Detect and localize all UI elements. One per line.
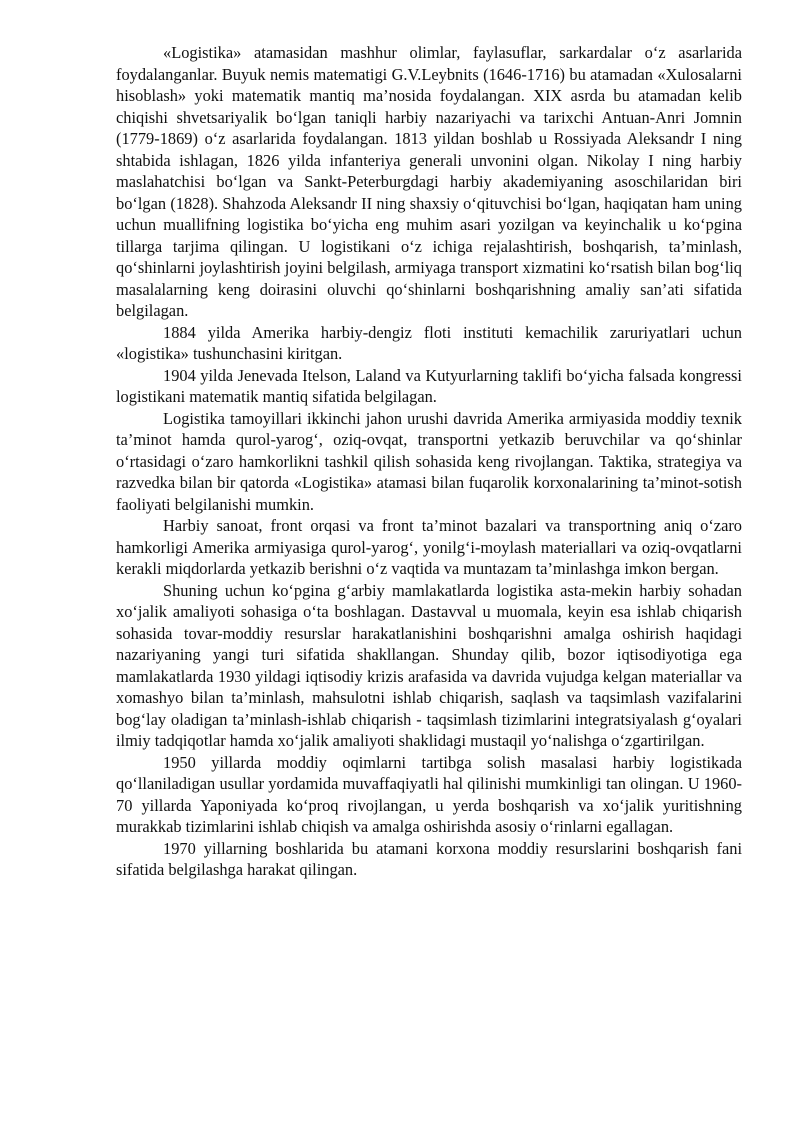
paragraph-1884: 1884 yilda Amerika harbiy-dengiz floti instituti kemachilik zaruriyatlari uchun «logistika» tushunchasini kiritgan. — [116, 322, 742, 363]
paragraph-origin-of-term: «Logistika» atamasidan mashhur olimlar, faylasuflar, sarkardalar o‘z asarlarida foydalanganlar. Buyuk nemis matematigi G.V.Leybnits (1646-1716) bu atamadan «Xulosalarni hisoblash» yoki matematik mantiq ma’nosida foydalangan. XIX asrda bu atamadan kelib chiqishi shvetsariyalik bo‘lgan taniqli harbiy nazariyachi va tarixchi Antuan-Anri Jomnin (1779-1869) o‘z asarlarida foydalangan. 1813 yildan boshlab u Rossiyada Aleksandr I ning shtabida ishlagan, 1826 yilda infanteriya generali unvonini olgan. Nikolay I ning harbiy maslahatchisi bo‘lgan va Sankt-Peterburgdagi harbiy akademiyaning asoschilaridan biri bo‘lgan (1828). Shahzoda Aleksandr II ning shaxsiy o‘qituvchisi bo‘lgan, haqiqatan ham uning uchun muallifning logistika bo‘yicha eng muhim asari yozilgan va keyinchalik u ko‘pgina tillarga tarjima qilingan. U logistikani o‘z ichiga rejalashtirish, boshqarish, ta’minlash, qo‘shinlarni joylashtirish joyini belgilash, armiyaga transport xizmatini ko‘rsatish bilan bog‘liq masalalarning keng doirasini oluvchi qo‘shinlarni boshqarishning amaliy san’ati sifatida belgilagan. — [116, 43, 742, 320]
paragraph-military-industry: Harbiy sanoat, front orqasi va front ta’minot bazalari va transportning aniq o‘zaro hamkorligi Amerika armiyasiga qurol-yarog‘, yonilg‘i-moylash materiallari va oziq-ovqatlarni kerakli miqdorlarda yetkazib berishni o‘z vaqtida va muntazam ta’minlashga imkon bergan. — [116, 516, 742, 578]
paragraph-1904: 1904 yilda Jenevada Itelson, Laland va Kutyurlarning taklifi bo‘yicha falsada kongressi logistikani matematik mantiq sifatida belgilagan. — [116, 365, 742, 406]
document-page — [116, 42, 742, 881]
paragraph-ww2: Logistika tamoyillari ikkinchi jahon urushi davrida Amerika armiyasida moddiy texnik ta’minot hamda qurol-yarog‘, oziq-ovqat, transportni yetkazib beruvchilar va qo‘shinlar o‘rtasidagi o‘zaro hamkorlikni tashkil qilish sohasida keng rivojlangan. Taktika, strategiya va razvedka bilan bir qatorda «Logistika» atamasi bilan fuqarolik korxonalarining ta’minot-sotish faoliyati belgilanishi mumkin. — [116, 408, 742, 514]
paragraph-western-countries: Shuning uchun ko‘pgina g‘arbiy mamlakatlarda logistika asta-mekin harbiy sohadan xo‘jalik amaliyoti sohasiga o‘ta boshlagan. Dastavval u muomala, keyin esa ishlab chiqarish sohasida tovar-moddiy resurslar harakatlanishini boshqarishni amalga oshirish haqidagi nazariyaning yangi turi sifatida shakllangan. Shunday qilib, bozor iqtisodiyotiga ega mamlakatlarda 1930 yildagi iqtisodiy krizis arafasida va davrida vujudga kelgan materiallar va xomashyo bilan ta’minlash, mahsulotni ishlab chiqarish, saqlash va taqsimlash vazifalarini bog‘lay oladigan ta’minlash-ishlab chiqarish - taqsimlash tizimlarini integratsiyalash g‘oyalari ilmiy tadqiqotlar hamda xo‘jalik amaliyoti shaklidagi mustaqil yo‘nalishga o‘zgartirilgan. — [116, 580, 742, 750]
paragraph-1970s: 1970 yillarning boshlarida bu atamani korxona moddiy resurslarini boshqarish fani sifatida belgilashga harakat qilingan. — [116, 838, 742, 879]
paragraph-1950s: 1950 yillarda moddiy oqimlarni tartibga solish masalasi harbiy logistikada qo‘llaniladigan usullar yordamida muvaffaqiyatli hal qilinishi mumkinligi tan olingan. U 1960-70 yillarda Yaponiyada ko‘proq rivojlangan, u yerda boshqarish va xo‘jalik yuritishning murakkab tizimlarini ishlab chiqish va amalga oshirishda asosiy o‘rinlarni egallagan. — [116, 752, 742, 836]
